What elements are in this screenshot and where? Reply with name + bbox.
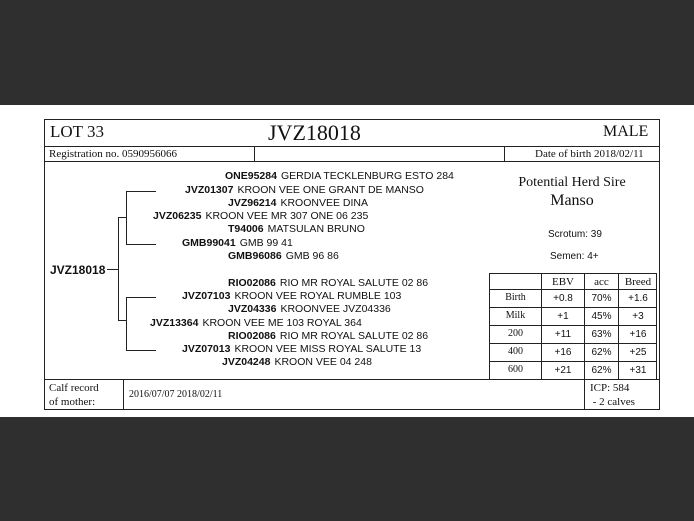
breed-header: Breed — [624, 276, 652, 288]
lot-card — [0, 105, 694, 417]
pedigree-subject: JVZ18018 — [50, 263, 106, 277]
ebv-value: +11 — [554, 329, 572, 340]
ebv-breed: +31 — [629, 365, 647, 376]
ebv-breed: +25 — [629, 347, 647, 358]
pedigree-sire-line: GMB96086 GMB 96 86 — [228, 250, 339, 262]
ebv-trait: 400 — [508, 346, 523, 357]
calves-count: - 2 calves — [590, 396, 635, 408]
semen-grade: Semen: 4+ — [550, 251, 599, 262]
ebv-acc: 62% — [591, 347, 612, 358]
animal-name: Manso — [550, 192, 594, 209]
registration-number: Registration no. 0590956066 — [49, 148, 178, 160]
sex: MALE — [603, 123, 649, 140]
ebv-value: +1 — [557, 311, 569, 322]
ebv-trait: Birth — [505, 292, 526, 303]
animal-id: JVZ18018 — [268, 120, 361, 145]
pedigree-dam-line: JVZ04248 KROON VEE 04 248 — [222, 356, 372, 368]
pedigree-sire-granddam: GMB99041 GMB 99 41 — [182, 237, 293, 249]
calf-record-dates: 2016/07/07 2018/02/11 — [129, 389, 223, 400]
lot-number: LOT 33 — [50, 122, 104, 141]
ebv-acc: 63% — [591, 329, 612, 340]
ebv-breed: +16 — [629, 329, 647, 340]
pedigree-dam-line: RIO02086 RIO MR ROYAL SALUTE 02 86 — [228, 330, 429, 342]
ebv-breed: +1.6 — [628, 293, 648, 304]
pedigree-sire-line: ONE95284 GERDIA TECKLENBURG ESTO 284 — [225, 170, 454, 182]
ebv-acc: 70% — [591, 293, 612, 304]
calf-record-label-2: of mother: — [49, 396, 96, 408]
pedigree-sire: JVZ01307 KROON VEE ONE GRANT DE MANSO — [185, 184, 424, 196]
pedigree-dam-line: JVZ04336 KROONVEE JVZ04336 — [228, 303, 391, 315]
pedigree-dam-granddam: JVZ07013 KROON VEE MISS ROYAL SALUTE 13 — [182, 343, 422, 355]
ebv-value: +21 — [554, 365, 572, 376]
scrotum-measure: Scrotum: 39 — [548, 229, 602, 240]
ebv-trait: 600 — [508, 364, 523, 375]
ebv-acc: 45% — [591, 311, 612, 322]
ebv-header: EBV — [552, 276, 574, 288]
ebv-trait: 200 — [508, 328, 523, 339]
calf-record-label: Calf record — [49, 382, 99, 394]
herd-sire-label: Potential Herd Sire — [518, 175, 626, 190]
pedigree-sire-line: JVZ96214 KROONVEE DINA — [228, 197, 368, 209]
ebv-acc: 62% — [591, 365, 612, 376]
pedigree-dam-sire: JVZ07103 KROON VEE ROYAL RUMBLE 103 — [182, 290, 402, 302]
icp-value: ICP: 584 — [590, 382, 630, 394]
ebv-trait: Milk — [505, 310, 526, 321]
pedigree-dam-line: RIO02086 RIO MR ROYAL SALUTE 02 86 — [228, 277, 429, 289]
pedigree-sire-grandsire: JVZ06235 KROON VEE MR 307 ONE 06 235 — [153, 210, 369, 222]
ebv-value: +16 — [554, 347, 572, 358]
date-of-birth: Date of birth 2018/02/11 — [535, 148, 644, 160]
ebv-value: +0.8 — [553, 293, 573, 304]
acc-header: acc — [594, 276, 609, 288]
pedigree-sire-line: T94006 MATSULAN BRUNO — [228, 223, 365, 235]
pedigree-dam: JVZ13364 KROON VEE ME 103 ROYAL 364 — [150, 317, 362, 329]
ebv-breed: +3 — [632, 311, 644, 322]
